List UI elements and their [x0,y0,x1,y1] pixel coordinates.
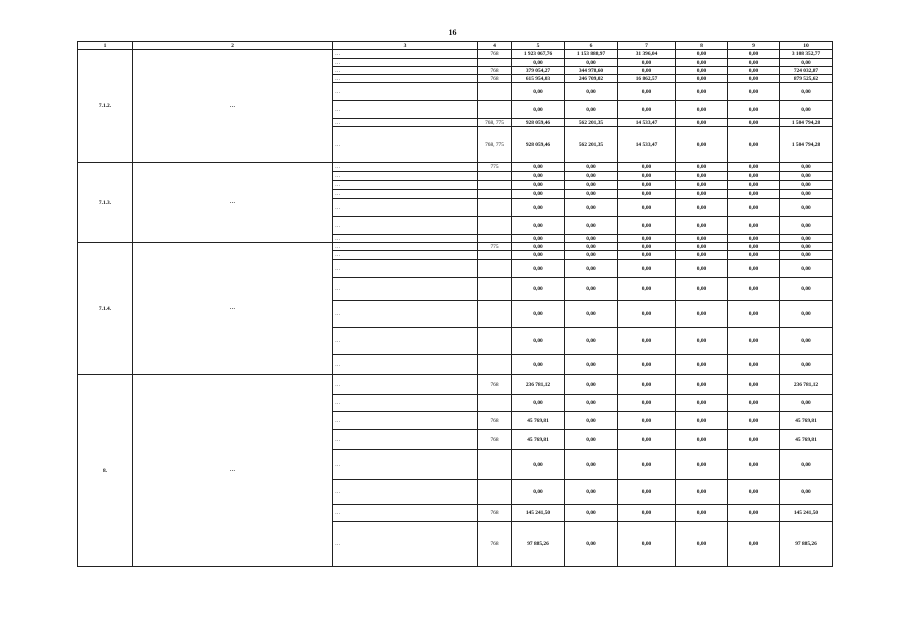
budget-code [478,235,512,243]
value-col-6: 0,00 [565,328,618,355]
value-col-8: 0,00 [676,278,728,301]
value-col-10: 0,00 [780,355,833,375]
value-col-7: 0,00 [618,450,676,480]
value-col-6: 0,00 [565,430,618,450]
header-col-5: 5 [512,42,565,50]
budget-code: 768 [478,67,512,75]
value-col-6: 1 153 888,97 [565,50,618,59]
value-col-10: 0,00 [780,395,833,412]
budget-code [478,328,512,355]
budget-code: 775 [478,243,512,251]
value-col-9: 0,00 [728,101,780,119]
value-col-8: 0,00 [676,412,728,430]
value-col-6: 0,00 [565,163,618,172]
funding-source-label: … [333,412,478,430]
value-col-6: 0,00 [565,59,618,67]
value-col-5: 0,00 [512,181,565,190]
value-col-9: 0,00 [728,50,780,59]
budget-table [77,41,833,567]
funding-source-label: … [333,127,478,163]
value-col-6: 562 201,35 [565,127,618,163]
value-col-5: 615 954,03 [512,75,565,83]
value-col-5: 0,00 [512,278,565,301]
value-col-9: 0,00 [728,260,780,278]
value-col-10: 0,00 [780,163,833,172]
value-col-6: 0,00 [565,522,618,567]
value-col-7: 0,00 [618,355,676,375]
value-col-7: 16 862,57 [618,75,676,83]
value-col-6: 0,00 [565,190,618,199]
value-col-5: 0,00 [512,235,565,243]
value-col-7: 14 533,47 [618,127,676,163]
value-col-5: 0,00 [512,260,565,278]
value-col-10: 0,00 [780,243,833,251]
value-col-8: 0,00 [676,217,728,235]
value-col-5: 0,00 [512,395,565,412]
value-col-8: 0,00 [676,505,728,522]
table-row [78,163,833,172]
budget-code [478,450,512,480]
value-col-7: 0,00 [618,217,676,235]
budget-code: 768 [478,375,512,395]
value-col-9: 0,00 [728,83,780,101]
budget-code [478,395,512,412]
value-col-6: 0,00 [565,235,618,243]
value-col-9: 0,00 [728,190,780,199]
funding-source-label: … [333,101,478,119]
funding-source-label: … [333,395,478,412]
value-col-7: 0,00 [618,278,676,301]
value-col-5: 0,00 [512,355,565,375]
value-col-8: 0,00 [676,181,728,190]
value-col-9: 0,00 [728,127,780,163]
budget-code [478,59,512,67]
value-col-10: 0,00 [780,217,833,235]
budget-code: 768 [478,505,512,522]
value-col-6: 0,00 [565,375,618,395]
table-body [78,50,833,567]
value-col-10: 3 108 352,77 [780,50,833,59]
value-col-10: 0,00 [780,328,833,355]
value-col-9: 0,00 [728,251,780,260]
value-col-9: 0,00 [728,430,780,450]
value-col-9: 0,00 [728,505,780,522]
budget-code: 768, 775 [478,127,512,163]
value-col-7: 0,00 [618,243,676,251]
header-col-3: 3 [333,42,478,50]
section-code: 7.1.4. [78,243,133,375]
header-col-2: 2 [133,42,333,50]
section-title: … [133,243,333,375]
value-col-8: 0,00 [676,235,728,243]
value-col-8: 0,00 [676,328,728,355]
value-col-7: 0,00 [618,505,676,522]
header-col-8: 8 [676,42,728,50]
value-col-10: 1 504 794,28 [780,127,833,163]
budget-code: 775 [478,163,512,172]
value-col-8: 0,00 [676,101,728,119]
value-col-6: 0,00 [565,172,618,181]
value-col-9: 0,00 [728,480,780,505]
value-col-7: 0,00 [618,67,676,75]
value-col-10: 0,00 [780,480,833,505]
value-col-10: 0,00 [780,251,833,260]
value-col-9: 0,00 [728,412,780,430]
value-col-5: 145 241,50 [512,505,565,522]
value-col-9: 0,00 [728,278,780,301]
funding-source-label: … [333,67,478,75]
value-col-6: 0,00 [565,412,618,430]
funding-source-label: … [333,199,478,217]
value-col-10: 97 885,26 [780,522,833,567]
value-col-8: 0,00 [676,190,728,199]
funding-source-label: … [333,450,478,480]
table-row [78,50,833,59]
table-row [78,375,833,395]
value-col-7: 0,00 [618,395,676,412]
funding-source-label: … [333,50,478,59]
value-col-6: 0,00 [565,217,618,235]
value-col-5: 0,00 [512,301,565,328]
value-col-6: 0,00 [565,450,618,480]
value-col-8: 0,00 [676,450,728,480]
budget-code: 768 [478,430,512,450]
value-col-8: 0,00 [676,480,728,505]
value-col-8: 0,00 [676,119,728,127]
budget-code: 768 [478,412,512,430]
section-title: … [133,163,333,243]
section-code: 7.1.2. [78,50,133,163]
value-col-8: 0,00 [676,260,728,278]
value-col-8: 0,00 [676,199,728,217]
funding-source-label: … [333,260,478,278]
value-col-7: 0,00 [618,430,676,450]
funding-source-label: … [333,83,478,101]
value-col-8: 0,00 [676,67,728,75]
value-col-10: 0,00 [780,301,833,328]
value-col-10: 145 241,50 [780,505,833,522]
budget-code [478,251,512,260]
value-col-10: 0,00 [780,101,833,119]
section-title: … [133,375,333,567]
value-col-8: 0,00 [676,522,728,567]
value-col-5: 0,00 [512,101,565,119]
funding-source-label: … [333,181,478,190]
header-col-7: 7 [618,42,676,50]
value-col-8: 0,00 [676,301,728,328]
funding-source-label: … [333,328,478,355]
value-col-7: 0,00 [618,251,676,260]
value-col-10: 0,00 [780,181,833,190]
value-col-9: 0,00 [728,450,780,480]
value-col-6: 0,00 [565,480,618,505]
header-col-1: 1 [78,42,133,50]
value-col-7: 0,00 [618,59,676,67]
value-col-10: 724 032,87 [780,67,833,75]
value-col-9: 0,00 [728,163,780,172]
funding-source-label: … [333,301,478,328]
value-col-9: 0,00 [728,59,780,67]
value-col-5: 0,00 [512,199,565,217]
value-col-5: 0,00 [512,328,565,355]
value-col-9: 0,00 [728,395,780,412]
value-col-8: 0,00 [676,75,728,83]
value-col-9: 0,00 [728,217,780,235]
value-col-10: 45 769,81 [780,412,833,430]
value-col-9: 0,00 [728,522,780,567]
budget-code [478,199,512,217]
value-col-9: 0,00 [728,355,780,375]
section-code: 8. [78,375,133,567]
value-col-8: 0,00 [676,83,728,101]
value-col-9: 0,00 [728,301,780,328]
value-col-7: 0,00 [618,375,676,395]
budget-code [478,301,512,328]
value-col-7: 0,00 [618,260,676,278]
budget-code [478,190,512,199]
header-col-9: 9 [728,42,780,50]
funding-source-label: … [333,59,478,67]
value-col-6: 0,00 [565,278,618,301]
budget-code: 768 [478,50,512,59]
value-col-6: 0,00 [565,301,618,328]
budget-code [478,480,512,505]
funding-source-label: … [333,522,478,567]
funding-source-label: … [333,163,478,172]
section-code: 7.1.3. [78,163,133,243]
budget-code: 768, 775 [478,119,512,127]
budget-code [478,260,512,278]
budget-code [478,101,512,119]
value-col-10: 0,00 [780,190,833,199]
value-col-10: 0,00 [780,172,833,181]
value-col-10: 0,00 [780,450,833,480]
budget-code [478,217,512,235]
value-col-7: 0,00 [618,522,676,567]
value-col-10: 45 769,81 [780,430,833,450]
funding-source-label: … [333,172,478,181]
header-col-10: 10 [780,42,833,50]
budget-code: 768 [478,522,512,567]
value-col-6: 344 978,60 [565,67,618,75]
value-col-7: 0,00 [618,190,676,199]
value-col-5: 0,00 [512,450,565,480]
value-col-6: 0,00 [565,83,618,101]
value-col-7: 0,00 [618,181,676,190]
value-col-6: 0,00 [565,505,618,522]
value-col-6: 0,00 [565,260,618,278]
value-col-7: 0,00 [618,163,676,172]
value-col-6: 0,00 [565,395,618,412]
value-col-10: 236 781,12 [780,375,833,395]
value-col-8: 0,00 [676,243,728,251]
value-col-8: 0,00 [676,251,728,260]
value-col-5: 0,00 [512,251,565,260]
value-col-7: 0,00 [618,199,676,217]
value-col-10: 0,00 [780,235,833,243]
funding-source-label: … [333,217,478,235]
value-col-8: 0,00 [676,355,728,375]
value-col-6: 246 709,02 [565,75,618,83]
funding-source-label: … [333,119,478,127]
funding-source-label: … [333,430,478,450]
value-col-8: 0,00 [676,172,728,181]
value-col-8: 0,00 [676,50,728,59]
value-col-5: 45 769,81 [512,430,565,450]
value-col-5: 1 923 067,76 [512,50,565,59]
funding-source-label: … [333,278,478,301]
section-title: … [133,50,333,163]
value-col-5: 236 781,12 [512,375,565,395]
value-col-10: 0,00 [780,59,833,67]
value-col-7: 14 533,47 [618,119,676,127]
value-col-7: 0,00 [618,172,676,181]
value-col-10: 879 525,62 [780,75,833,83]
value-col-8: 0,00 [676,163,728,172]
funding-source-label: … [333,251,478,260]
value-col-9: 0,00 [728,181,780,190]
value-col-6: 0,00 [565,251,618,260]
value-col-9: 0,00 [728,172,780,181]
value-col-10: 1 504 794,28 [780,119,833,127]
budget-code [478,83,512,101]
value-col-9: 0,00 [728,67,780,75]
funding-source-label: … [333,355,478,375]
value-col-9: 0,00 [728,243,780,251]
value-col-5: 0,00 [512,163,565,172]
value-col-6: 0,00 [565,243,618,251]
value-col-5: 379 054,27 [512,67,565,75]
value-col-6: 0,00 [565,199,618,217]
value-col-9: 0,00 [728,375,780,395]
value-col-9: 0,00 [728,199,780,217]
header-col-4: 4 [478,42,512,50]
table-row [78,243,833,251]
page-number: 16 [448,28,457,37]
header-row [78,42,833,50]
value-col-9: 0,00 [728,328,780,355]
value-col-10: 0,00 [780,278,833,301]
value-col-9: 0,00 [728,235,780,243]
value-col-7: 0,00 [618,328,676,355]
value-col-7: 0,00 [618,301,676,328]
funding-source-label: … [333,375,478,395]
value-col-7: 0,00 [618,101,676,119]
funding-source-label: … [333,190,478,199]
value-col-5: 0,00 [512,172,565,181]
value-col-7: 0,00 [618,412,676,430]
value-col-5: 0,00 [512,190,565,199]
header-col-6: 6 [565,42,618,50]
value-col-10: 0,00 [780,83,833,101]
value-col-8: 0,00 [676,395,728,412]
value-col-5: 0,00 [512,243,565,251]
value-col-8: 0,00 [676,59,728,67]
value-col-7: 31 396,04 [618,50,676,59]
value-col-5: 928 059,46 [512,119,565,127]
funding-source-label: … [333,235,478,243]
value-col-7: 0,00 [618,235,676,243]
value-col-5: 0,00 [512,83,565,101]
value-col-6: 0,00 [565,101,618,119]
value-col-7: 0,00 [618,83,676,101]
value-col-10: 0,00 [780,199,833,217]
value-col-8: 0,00 [676,127,728,163]
value-col-5: 45 769,81 [512,412,565,430]
funding-source-label: … [333,480,478,505]
value-col-6: 562 201,35 [565,119,618,127]
value-col-9: 0,00 [728,75,780,83]
funding-source-label: … [333,75,478,83]
value-col-5: 0,00 [512,480,565,505]
budget-code [478,278,512,301]
budget-code [478,172,512,181]
value-col-5: 928 059,46 [512,127,565,163]
value-col-5: 0,00 [512,217,565,235]
value-col-10: 0,00 [780,260,833,278]
value-col-7: 0,00 [618,480,676,505]
budget-code [478,181,512,190]
budget-code: 768 [478,75,512,83]
funding-source-label: … [333,243,478,251]
value-col-6: 0,00 [565,355,618,375]
value-col-8: 0,00 [676,375,728,395]
budget-code [478,355,512,375]
value-col-9: 0,00 [728,119,780,127]
funding-source-label: … [333,505,478,522]
value-col-8: 0,00 [676,430,728,450]
value-col-5: 97 885,26 [512,522,565,567]
value-col-5: 0,00 [512,59,565,67]
value-col-6: 0,00 [565,181,618,190]
